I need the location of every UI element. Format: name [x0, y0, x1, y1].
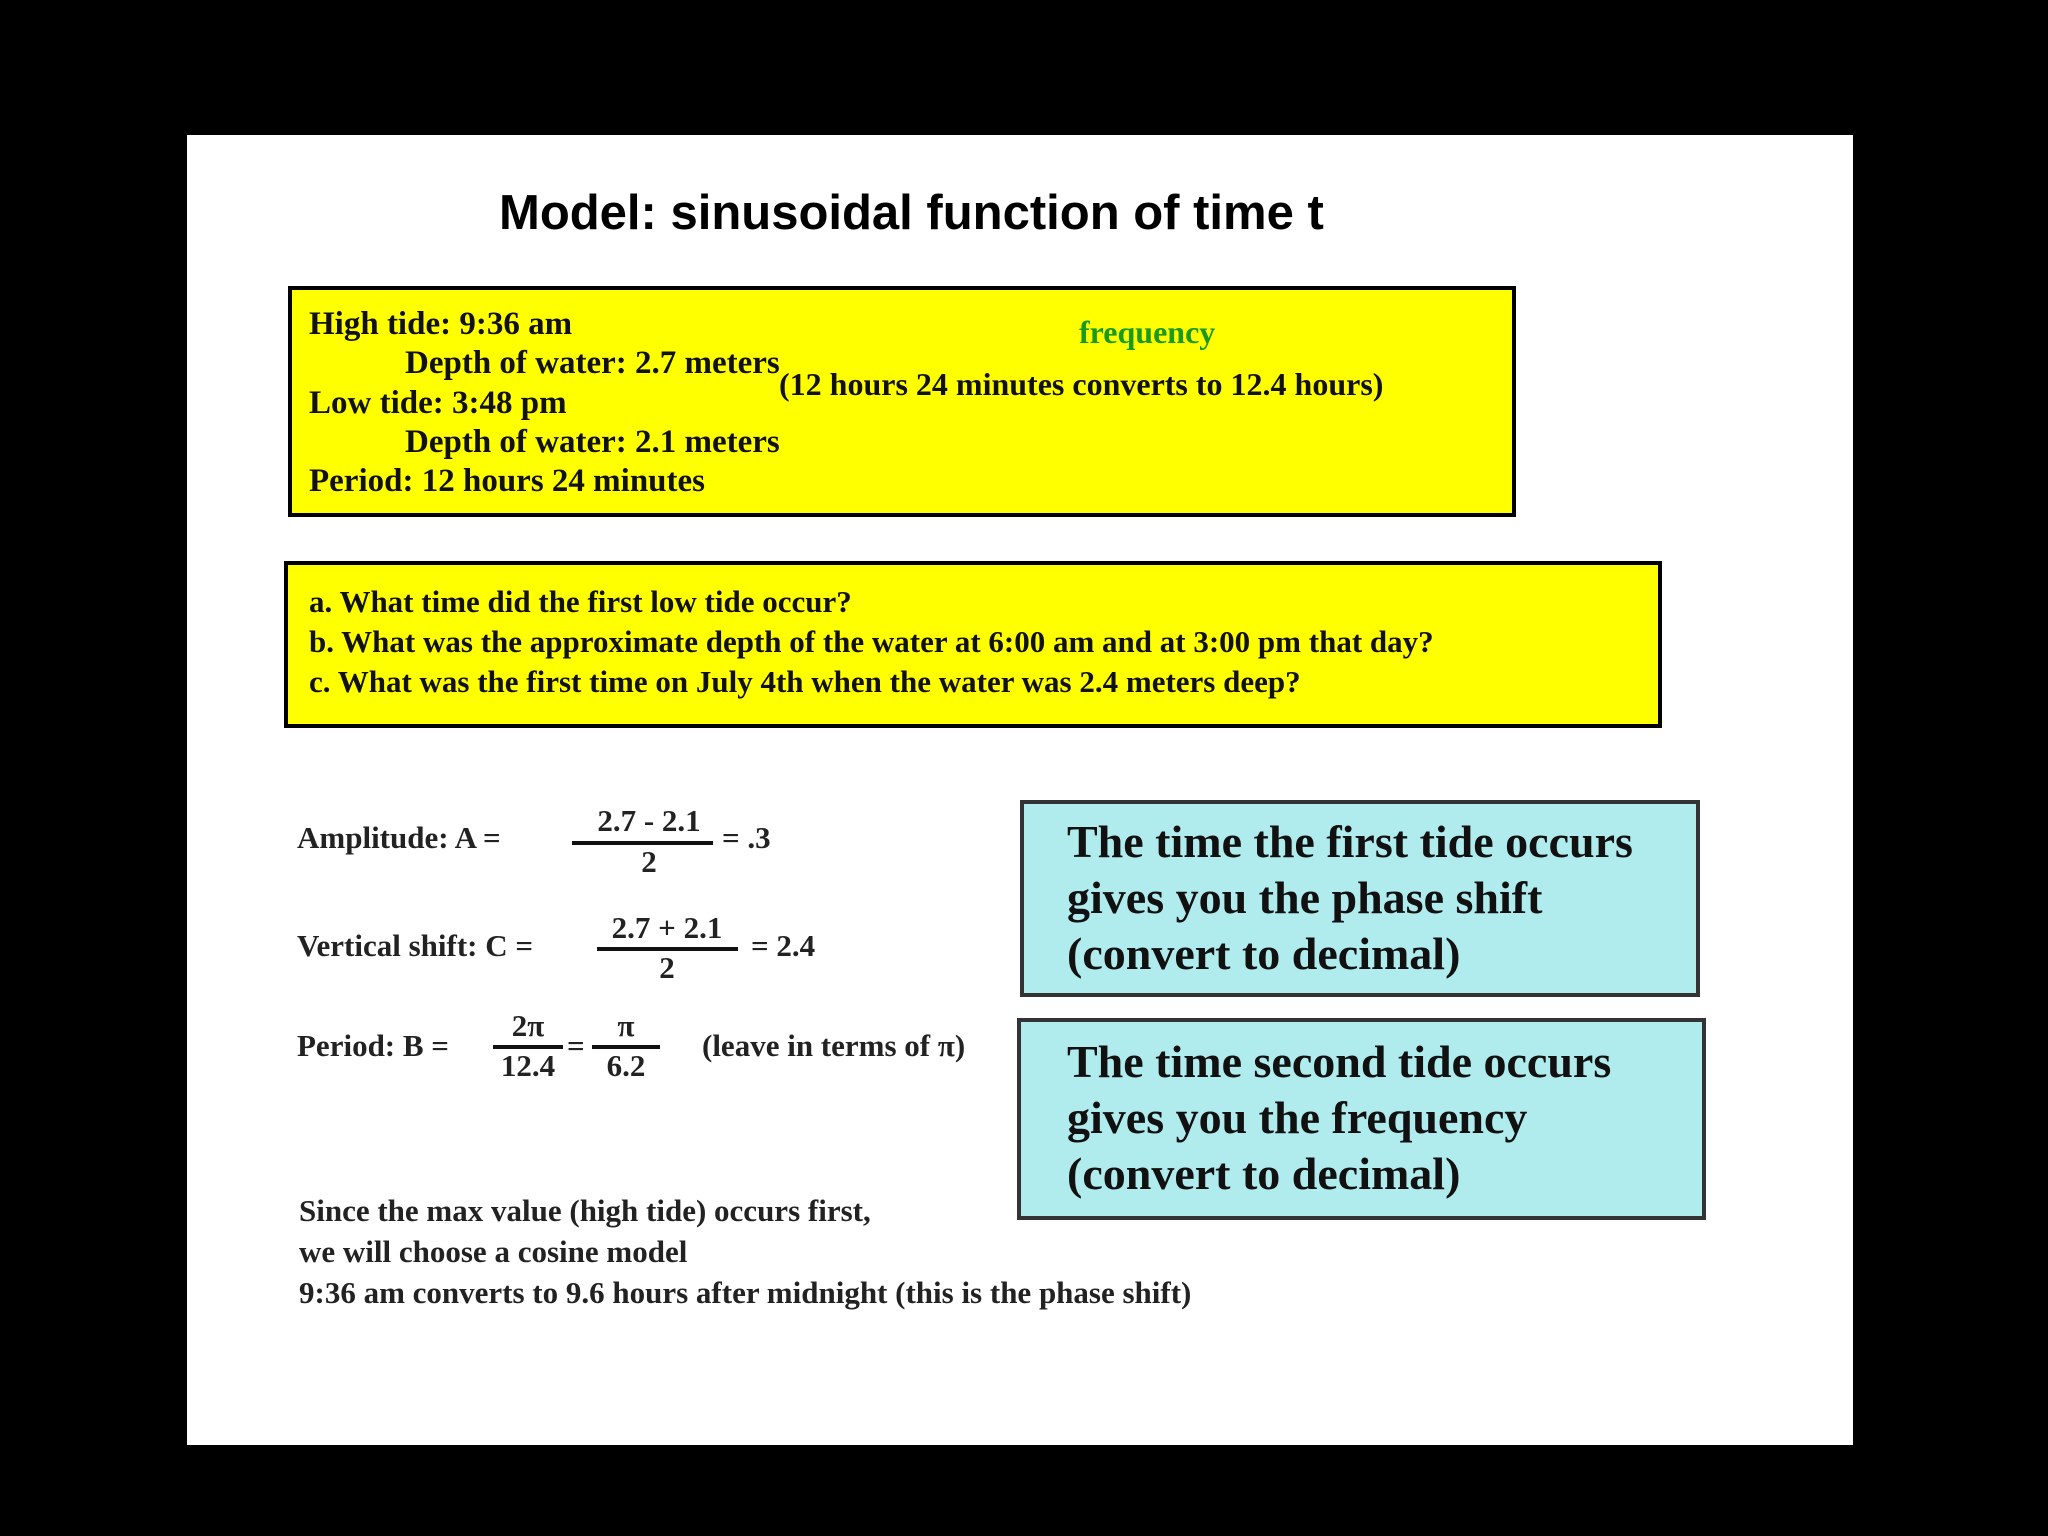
frequency-callout-line-1: The time second tide occurs: [1067, 1036, 1612, 1087]
period-eq-label: Period: B =: [297, 1028, 449, 1063]
vertical-shift-result: = 2.4: [751, 928, 816, 963]
vertical-shift-denominator: 2: [659, 950, 675, 985]
high-tide-line: High tide: 9:36 am: [309, 306, 573, 342]
period-line: Period: 12 hours 24 minutes: [309, 463, 705, 499]
period-numerator-2: π: [617, 1008, 635, 1043]
phase-shift-callout-line-2: gives you the phase shift: [1067, 872, 1543, 923]
amplitude-label: Amplitude: A =: [297, 820, 501, 855]
frequency-label: frequency: [1079, 314, 1216, 350]
question-a: a. What time did the first low tide occur?: [309, 584, 852, 619]
slide: [187, 135, 1853, 1445]
period-conversion-note: (12 hours 24 minutes converts to 12.4 hours): [779, 366, 1384, 402]
note-line-1: Since the max value (high tide) occurs first,: [299, 1193, 871, 1228]
note-line-2: we will choose a cosine model: [299, 1234, 688, 1269]
amplitude-result: = .3: [722, 820, 771, 855]
question-b: b. What was the approximate depth of the water at 6:00 am and at 3:00 pm that day?: [309, 624, 1434, 659]
low-tide-depth-line: Depth of water: 2.1 meters: [405, 424, 780, 460]
period-equals: =: [567, 1028, 585, 1063]
note-line-3: 9:36 am converts to 9.6 hours after midnight (this is the phase shift): [299, 1275, 1192, 1310]
frequency-callout-line-2: gives you the frequency: [1067, 1092, 1528, 1143]
period-note: (leave in terms of π): [702, 1028, 966, 1063]
phase-shift-callout-line-1: The time the first tide occurs: [1067, 816, 1633, 867]
phase-shift-callout: [1020, 800, 1700, 997]
slide-title: Model: sinusoidal function of time t: [499, 186, 1324, 240]
high-tide-depth-line: Depth of water: 2.7 meters: [405, 345, 780, 381]
phase-shift-callout-line-3: (convert to decimal): [1067, 928, 1461, 979]
question-c: c. What was the first time on July 4th when the water was 2.4 meters deep?: [309, 664, 1301, 699]
vertical-shift-label: Vertical shift: C =: [297, 928, 534, 963]
amplitude-denominator: 2: [641, 844, 657, 879]
low-tide-line: Low tide: 3:48 pm: [309, 385, 567, 421]
amplitude-numerator: 2.7 - 2.1: [597, 803, 701, 838]
frequency-callout: [1017, 1018, 1706, 1220]
period-denominator-1: 12.4: [500, 1048, 556, 1083]
vertical-shift-numerator: 2.7 + 2.1: [611, 910, 723, 945]
frequency-callout-line-3: (convert to decimal): [1067, 1148, 1461, 1199]
period-denominator-2: 6.2: [606, 1048, 646, 1083]
period-numerator-1: 2π: [511, 1008, 545, 1043]
